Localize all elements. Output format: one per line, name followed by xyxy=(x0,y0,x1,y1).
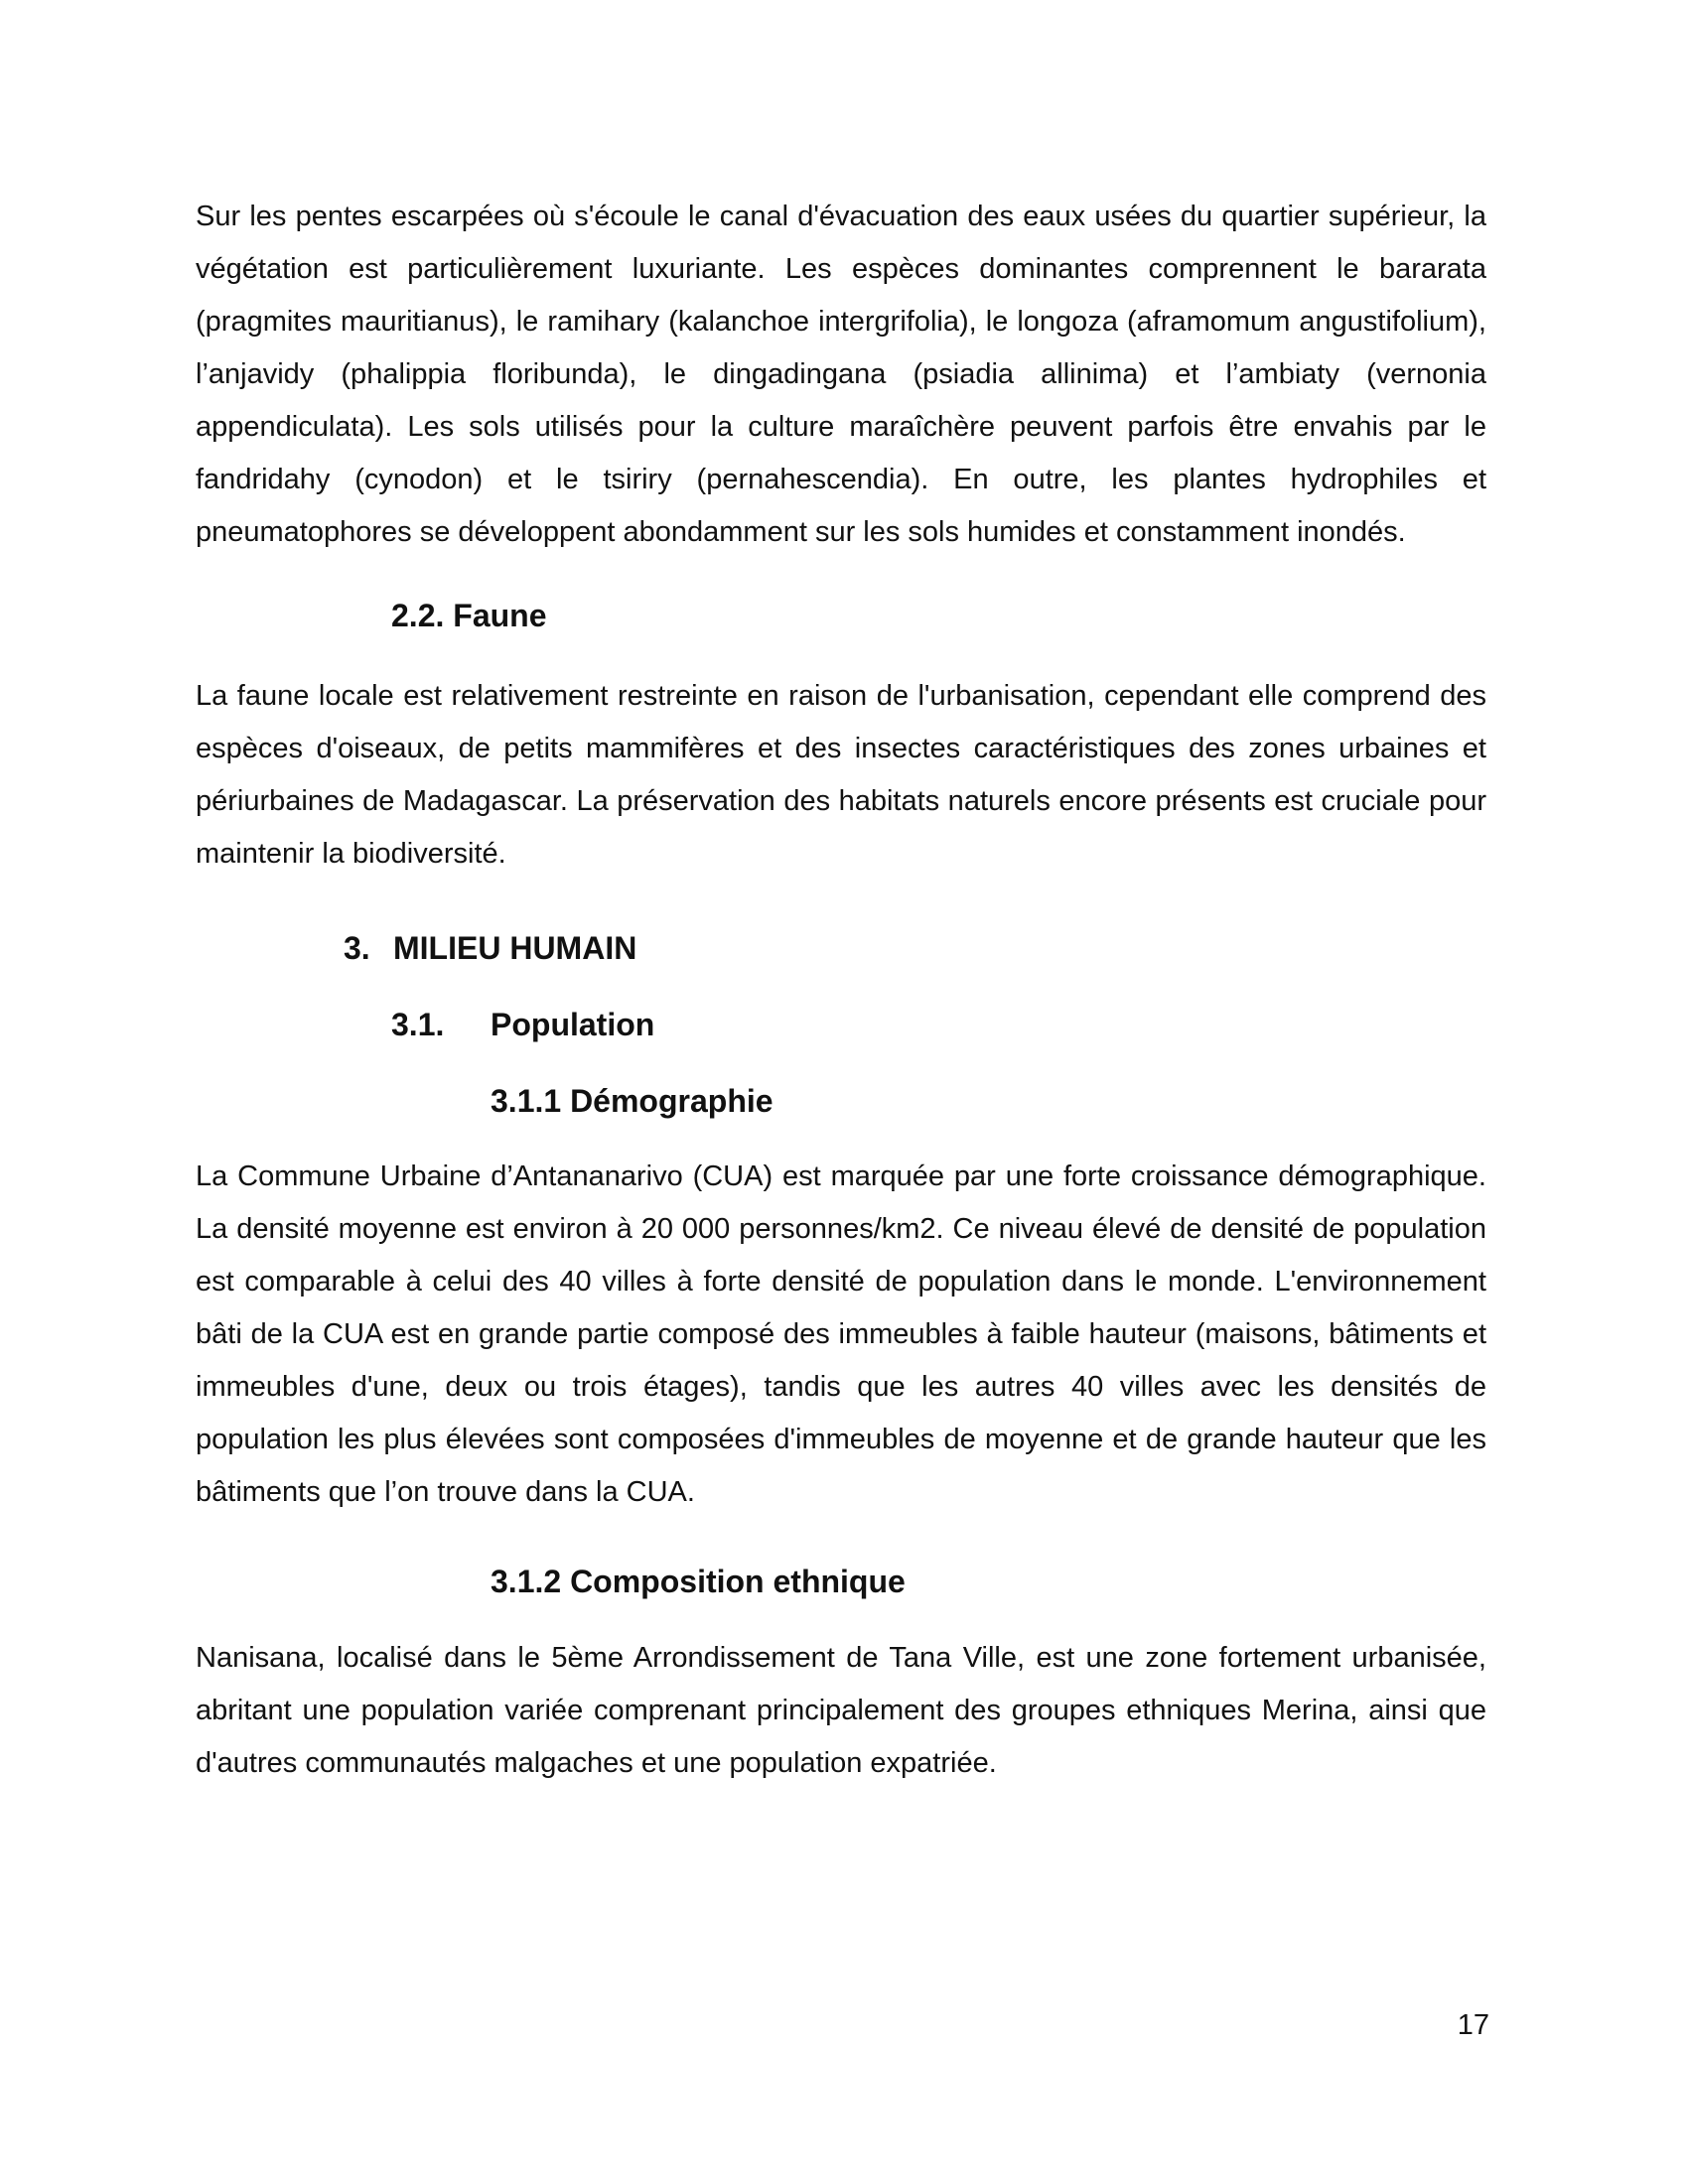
section-heading-faune: 2.2. Faune xyxy=(391,598,547,633)
page-number: 17 xyxy=(1457,2009,1489,2041)
faune-paragraph: La faune locale est relativement restreinte en raison de l'urbanisation, cependant elle comprend des espèces d'oiseaux, de petits mammifères et des insectes caractéristiques des zones urbaines et périurbaines de Madagascar. La préservation des habitats naturels encore présents est cruciale pour maintenir la biodiversité. xyxy=(196,680,1486,870)
section-title: Population xyxy=(491,1007,655,1042)
section-number: 3.1. xyxy=(391,1007,445,1042)
composition-paragraph: Nanisana, localisé dans le 5ème Arrondissement de Tana Ville, est une zone fortement urbanisée, abritant une population variée comprenant principalement des groupes ethniques Merina, ainsi que d'autres communautés malgaches et une population expatriée. xyxy=(196,1642,1486,1779)
section-heading-demographie: 3.1.1 Démographie xyxy=(491,1083,774,1119)
section-heading-milieu-humain xyxy=(344,928,636,968)
vegetation-paragraph: Sur les pentes escarpées où s'écoule le canal d'évacuation des eaux usées du quartier supérieur, la végétation est particulièrement luxuriante. Les espèces dominantes comprennent le bararata (pragmites mauritianus), le ramihary (kalanchoe intergrifolia), le longoza (aframomum angustifolium), l’anjavidy (phalippia floribunda), le dingadingana (psiadia allinima) et l’ambiaty (vernonia appendiculata). Les sols utilisés pour la culture maraîchère peuvent parfois être envahis par le fandridahy (cynodon) et le tsiriry (pernahescendia). En outre, les plantes hydrophiles et pneumatophores se développent abondamment sur les sols humides et constamment inondés. xyxy=(196,201,1486,548)
section-heading-population xyxy=(391,1005,654,1044)
demographie-paragraph: La Commune Urbaine d’Antananarivo (CUA) est marquée par une forte croissance démographique. La densité moyenne est environ à 20 000 personnes/km2. Ce niveau élevé de densité de population est comparable à celui des 40 villes à forte densité de population dans le monde. L'environnement bâti de la CUA est en grande partie composé des immeubles à faible hauteur (maisons, bâtiments et immeubles d'une, deux ou trois étages), tandis que les autres 40 villes avec les densités de population les plus élevées sont composées d'immeubles de moyenne et de grande hauteur que les bâtiments que l’on trouve dans la CUA. xyxy=(196,1160,1486,1508)
section-number: 3. xyxy=(344,930,370,966)
section-heading-composition-ethnique: 3.1.2 Composition ethnique xyxy=(491,1564,906,1599)
section-title: MILIEU HUMAIN xyxy=(393,930,637,966)
